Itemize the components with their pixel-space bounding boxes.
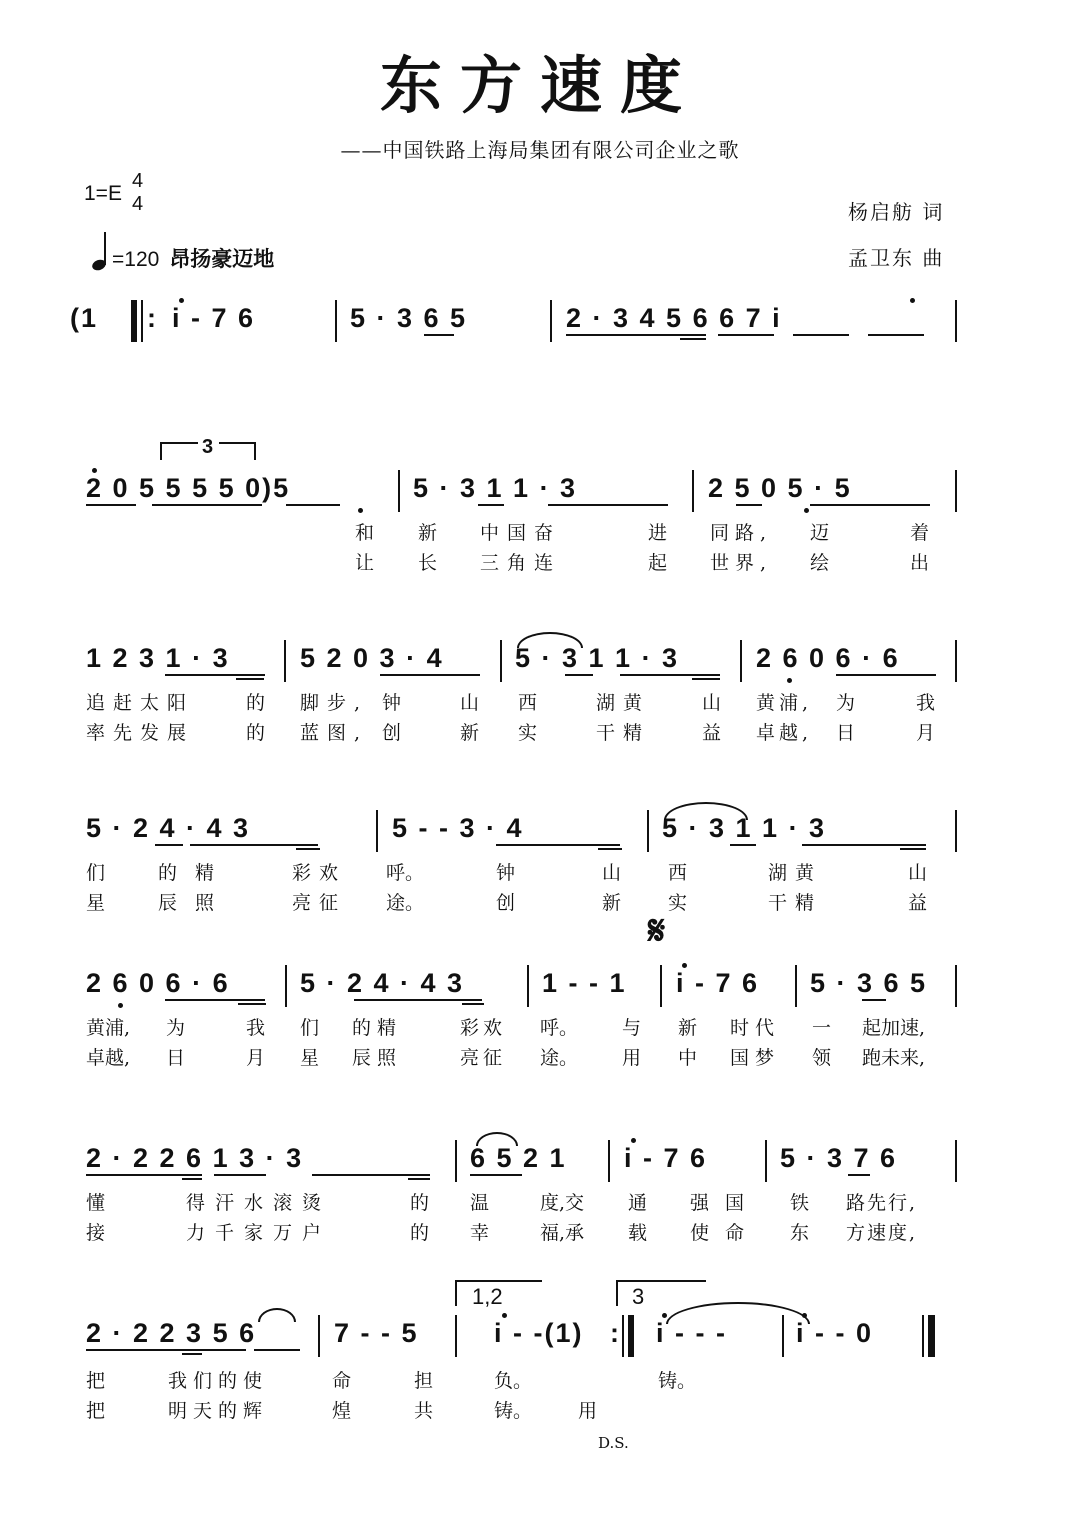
- repeat-end-dots: :: [610, 1318, 621, 1348]
- key-signature: 1=E: [84, 182, 122, 205]
- tempo-value: =120: [112, 248, 160, 271]
- lyric-word: 让: [355, 552, 375, 574]
- barline: [660, 965, 662, 1007]
- barline: [318, 1315, 320, 1357]
- lyric-word: 新: [678, 1017, 698, 1039]
- lyric-word: 钟: [382, 692, 402, 714]
- row6-measure-2: 6 5 2 1: [470, 1143, 567, 1173]
- row1-measure-1: i - 7 6: [172, 303, 256, 333]
- lyric-word: 月: [916, 722, 936, 744]
- underline: [692, 678, 720, 680]
- segno-sign: 𝄋: [648, 908, 666, 954]
- underline: [848, 1174, 870, 1176]
- lyric-word: 西: [518, 692, 538, 714]
- barline: [740, 640, 742, 682]
- row6-measure-4: 5 · 3 7 6: [780, 1143, 898, 1173]
- lyric-word: 的: [246, 722, 266, 744]
- row5-measure-3: 1 - - 1: [542, 968, 627, 998]
- lyric-word: 益: [702, 722, 722, 744]
- barline: [284, 640, 286, 682]
- underline: [382, 999, 482, 1001]
- row5-measure-1: 2 6 0 6 · 6: [86, 968, 230, 998]
- low-octave-dot: [804, 508, 809, 513]
- lyric-word: 长: [418, 552, 438, 574]
- underline: [620, 674, 720, 676]
- lyric-word: 中: [678, 1047, 698, 1069]
- low-octave-dot: [787, 678, 792, 683]
- lyric-word: 益: [908, 892, 928, 914]
- underline: [380, 674, 480, 676]
- row7-measure-3: i - -(1): [494, 1318, 584, 1348]
- slur: [664, 802, 748, 820]
- lyric-word: 新: [460, 722, 480, 744]
- lyric-word: 新: [418, 522, 438, 544]
- time-signature-bottom: 4: [132, 193, 144, 215]
- underline: [496, 844, 620, 846]
- lyric-word: 担: [414, 1370, 434, 1392]
- lyric-word: 懂: [86, 1192, 106, 1214]
- lyric-word: 载: [628, 1222, 648, 1244]
- underline: [182, 1353, 202, 1355]
- lyric-word: 一: [812, 1017, 832, 1039]
- lyric-word: 方速度,: [846, 1222, 918, 1244]
- underline: [86, 1349, 202, 1351]
- lyric-word: 路先行,: [846, 1192, 918, 1214]
- barline: [692, 470, 694, 512]
- high-octave-dot: [682, 963, 687, 968]
- barline: [527, 965, 529, 1007]
- lyric-word: 彩欢: [292, 862, 347, 884]
- repeat-end-barline: [628, 1315, 634, 1357]
- lyric-word: 亮征: [292, 892, 347, 914]
- underline: [548, 504, 668, 506]
- lyric-word: 温: [470, 1192, 490, 1214]
- barline: [955, 470, 957, 512]
- lyric-word: 进: [648, 522, 668, 544]
- lyric-word: 绘: [810, 552, 830, 574]
- underline: [810, 504, 930, 506]
- time-signature-top: 4: [132, 170, 144, 192]
- underline: [736, 504, 762, 506]
- lyric-word: 的: [410, 1222, 430, 1244]
- lyric-word: 同路,: [710, 522, 773, 544]
- barline: [500, 640, 502, 682]
- lyric-word: 铸。: [658, 1370, 697, 1392]
- lyric-word: 世界,: [710, 552, 773, 574]
- row1-measure-2: 5 · 3 6 5: [350, 303, 468, 333]
- barline: [376, 810, 378, 852]
- lyric-word: 脚步,: [300, 692, 369, 714]
- underline: [900, 848, 926, 850]
- repeat-start-barline: [131, 300, 137, 342]
- slur: [476, 1132, 518, 1146]
- underline: [190, 844, 318, 846]
- row4-measure-2: 5 - - 3 · 4: [392, 813, 524, 843]
- underline: [155, 844, 183, 846]
- lyric-word: 山: [460, 692, 480, 714]
- row2-measure-1: 2 0 5 5 5 5 0)5: [86, 473, 291, 503]
- volta-bracket-second: [616, 1280, 706, 1306]
- underline: [862, 999, 886, 1001]
- barline: [608, 1140, 610, 1182]
- row3-measure-3: 5 · 3 1 1 · 3: [515, 643, 680, 673]
- repeat-dots: :: [147, 303, 158, 333]
- underline: [424, 334, 454, 336]
- lyric-word: 明天的辉: [168, 1400, 269, 1422]
- lyric-word: 领: [812, 1047, 832, 1069]
- underline: [286, 504, 340, 506]
- lyric-word: 的精: [158, 862, 233, 884]
- lyric-word: 西: [668, 862, 688, 884]
- lyric-word: 把: [86, 1400, 106, 1422]
- lyric-word: 起: [648, 552, 668, 574]
- lyric-word: 力千家万户: [186, 1222, 332, 1244]
- quarter-note-icon: [90, 228, 114, 272]
- underline: [312, 1174, 430, 1176]
- high-octave-dot: [502, 1313, 507, 1318]
- volta-label-first: 1,2: [472, 1284, 503, 1309]
- barline: [647, 810, 649, 852]
- underline: [730, 844, 756, 846]
- lyric-word: 着: [910, 522, 930, 544]
- underline: [868, 334, 924, 336]
- lyric-word: 们: [300, 1017, 320, 1039]
- lyric-word: 接: [86, 1222, 106, 1244]
- underline: [165, 999, 265, 1001]
- dal-segno-marking: D.S.: [598, 1434, 629, 1452]
- lyric-word: 的: [246, 692, 266, 714]
- row3-measure-2: 5 2 0 3 · 4: [300, 643, 444, 673]
- lyric-word: 命: [332, 1370, 352, 1392]
- lyric-word: 用: [622, 1047, 642, 1069]
- row7-measure-4: i - - -: [656, 1318, 727, 1348]
- underline: [182, 1178, 202, 1180]
- lyric-word: 和: [355, 522, 375, 544]
- lyric-word: 起加速,: [862, 1017, 926, 1039]
- lyric-word: 把: [86, 1370, 106, 1392]
- lyric-word: 亮征: [460, 1047, 507, 1069]
- underline: [462, 1003, 484, 1005]
- lyric-word: 卓越,: [756, 722, 813, 744]
- underline: [478, 504, 504, 506]
- lyric-word: 追赶太阳: [86, 692, 195, 714]
- row4-measure-1: 5 · 2 4 · 4 3: [86, 813, 251, 843]
- repeat-start-thin-line: [141, 300, 143, 342]
- lyric-word: 三角连: [480, 552, 562, 574]
- lyric-word: 强国: [690, 1192, 761, 1214]
- lyric-word: 为: [166, 1017, 186, 1039]
- barline: [955, 810, 957, 852]
- final-barline-thin: [922, 1315, 924, 1357]
- lyric-word: 福,承: [540, 1222, 585, 1244]
- lyric-word: 度,交: [540, 1192, 585, 1214]
- lyric-word: 日: [836, 722, 856, 744]
- lyric-word: 时代: [730, 1017, 781, 1039]
- lyric-word: 黄浦,: [86, 1017, 131, 1039]
- lyric-word: 出: [910, 552, 930, 574]
- underline: [165, 674, 265, 676]
- underline: [802, 844, 926, 846]
- lyric-word: 卓越,: [86, 1047, 131, 1069]
- row3-measure-1: 1 2 3 1 · 3: [86, 643, 230, 673]
- lyric-word: 新: [602, 892, 622, 914]
- underline: [86, 504, 136, 506]
- underline: [680, 338, 706, 340]
- triplet-number: 3: [198, 436, 219, 459]
- lyric-word: 湖黄: [768, 862, 823, 884]
- lyric-word: 共: [414, 1400, 434, 1422]
- lyric-word: 创: [382, 722, 402, 744]
- lyric-word: 国梦: [730, 1047, 781, 1069]
- intro-opening-note: (1: [70, 303, 99, 333]
- row5-measure-2: 5 · 2 4 · 4 3: [300, 968, 465, 998]
- lyric-word: 东: [790, 1222, 810, 1244]
- lyric-word: 彩欢: [460, 1017, 507, 1039]
- barline: [955, 1140, 957, 1182]
- row4-measure-3: 5 · 3 1 1 · 3: [662, 813, 827, 843]
- row2-measure-2: 5 · 3 1 1 · 3: [413, 473, 578, 503]
- lyric-word: 实: [668, 892, 688, 914]
- lyric-word: 实: [518, 722, 538, 744]
- row6-measure-3: i - 7 6: [624, 1143, 708, 1173]
- lyric-word: 辰照: [158, 892, 233, 914]
- repeat-end-thin-line: [622, 1315, 624, 1357]
- lyric-word: 干精: [768, 892, 823, 914]
- barline: [455, 1315, 457, 1357]
- lyric-word: 得汗水滚烫: [186, 1192, 332, 1214]
- lyric-word: 我们的使: [168, 1370, 269, 1392]
- lyric-word: 的精: [352, 1017, 403, 1039]
- barline: [285, 965, 287, 1007]
- underline: [236, 678, 264, 680]
- lyric-word: 星: [86, 892, 106, 914]
- row2-measure-3: 2 5 0 5 · 5: [708, 473, 852, 503]
- lyric-word: 呼。: [386, 862, 425, 884]
- underline: [296, 848, 320, 850]
- barline: [795, 965, 797, 1007]
- song-subtitle: ——中国铁路上海局集团有限公司企业之歌: [340, 138, 740, 162]
- barline: [335, 300, 337, 342]
- lyric-word: 山: [602, 862, 622, 884]
- tempo-marking: [112, 243, 274, 273]
- lyric-word: 铸。: [494, 1400, 533, 1422]
- row6-measure-1: 2 · 2 2 6 1 3 · 3: [86, 1143, 304, 1173]
- lyric-word: 迈: [810, 522, 830, 544]
- lyric-word: 辰照: [352, 1047, 403, 1069]
- row7-measure-1: 2 · 2 2 3 5 6: [86, 1318, 257, 1348]
- barline: [765, 1140, 767, 1182]
- low-octave-dot: [358, 508, 363, 513]
- underline: [254, 1349, 300, 1351]
- underline: [86, 1174, 202, 1176]
- barline: [955, 965, 957, 1007]
- lyric-word: 的: [410, 1192, 430, 1214]
- lyric-word: 钟: [496, 862, 516, 884]
- lyric-word: 率先发展: [86, 722, 195, 744]
- lyric-word: 与: [622, 1017, 642, 1039]
- lyric-word: 星: [300, 1047, 320, 1069]
- lyric-word: 使命: [690, 1222, 761, 1244]
- high-octave-dot: [802, 1313, 807, 1318]
- low-octave-dot: [118, 1003, 123, 1008]
- underline: [836, 674, 936, 676]
- underline: [214, 1174, 266, 1176]
- lyric-word: 用: [578, 1400, 598, 1422]
- lyricist-credit: 杨启舫 词: [848, 200, 945, 224]
- row7-measure-2: 7 - - 5: [334, 1318, 419, 1348]
- lyric-word: 煌: [332, 1400, 352, 1422]
- underline: [566, 334, 706, 336]
- slur: [517, 632, 583, 648]
- underline: [470, 1174, 522, 1176]
- underline: [196, 1349, 246, 1351]
- lyric-word: 跑未来,: [862, 1047, 926, 1069]
- lyric-word: 湖黄: [596, 692, 651, 714]
- lyric-word: 幸: [470, 1222, 490, 1244]
- barline: [955, 640, 957, 682]
- underline: [152, 504, 262, 506]
- lyric-word: 通: [628, 1192, 648, 1214]
- lyric-word: 途。: [540, 1047, 579, 1069]
- lyric-word: 日: [166, 1047, 186, 1069]
- lyric-word: 途。: [386, 892, 425, 914]
- lyric-word: 创: [496, 892, 516, 914]
- lyric-word: 蓝图,: [300, 722, 369, 744]
- lyric-word: 为: [836, 692, 856, 714]
- final-barline-thick: [928, 1315, 935, 1357]
- lyric-word: 山: [908, 862, 928, 884]
- underline: [238, 1003, 266, 1005]
- row7-measure-5: i - - 0: [796, 1318, 874, 1348]
- row3-measure-4: 2 6 0 6 · 6: [756, 643, 900, 673]
- barline: [955, 300, 957, 342]
- lyric-word: 月: [246, 1047, 266, 1069]
- lyric-word: 干精: [596, 722, 651, 744]
- lyric-word: 黄浦,: [756, 692, 813, 714]
- slur: [258, 1308, 296, 1322]
- underline: [408, 1178, 430, 1180]
- row5-measure-5: 5 · 3 6 5: [810, 968, 928, 998]
- lyric-word: 我: [916, 692, 936, 714]
- lyric-word: 铁: [790, 1192, 810, 1214]
- high-octave-dot: [910, 298, 915, 303]
- lyric-word: 中国奋: [480, 522, 562, 544]
- tempo-expression: 昂扬豪迈地: [169, 248, 275, 271]
- high-octave-dot: [631, 1138, 636, 1143]
- composer-credit: 孟卫东 曲: [848, 246, 945, 270]
- underline: [565, 674, 593, 676]
- row5-measure-4: i - 7 6: [676, 968, 760, 998]
- volta-label-second: 3: [632, 1284, 645, 1309]
- lyric-word: 们: [86, 862, 106, 884]
- lyric-word: 我: [246, 1017, 266, 1039]
- barline: [550, 300, 552, 342]
- lyric-word: 山: [702, 692, 722, 714]
- song-title: 东方速度: [379, 49, 700, 122]
- underline: [793, 334, 849, 336]
- row1-measure-3: 2 · 3 4 5 6 6 7 i: [566, 303, 782, 333]
- high-octave-dot: [179, 298, 184, 303]
- underline: [354, 999, 382, 1001]
- underline: [718, 334, 774, 336]
- barline: [398, 470, 400, 512]
- barline: [455, 1140, 457, 1182]
- lyric-word: 负。: [494, 1370, 533, 1392]
- lyric-word: 呼。: [540, 1017, 579, 1039]
- underline: [598, 848, 622, 850]
- high-octave-dot: [662, 1313, 667, 1318]
